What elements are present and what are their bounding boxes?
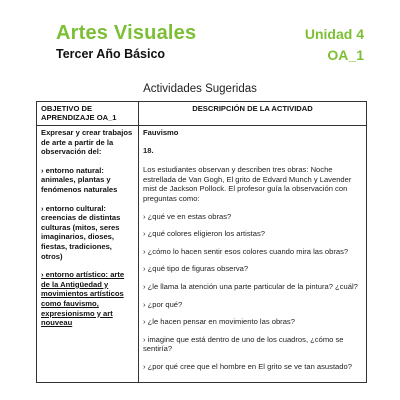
description-column-header: DESCRIPCIÓN DE LA ACTIVIDAD xyxy=(139,102,367,126)
objective-column-header: OBJETIVO DE APRENDIZAJE OA_1 xyxy=(37,102,139,126)
activity-description: Los estudiantes observan y describen tres obras: Noche estrellada de Van Gogh, El grito de Edvard Munch y Lavender mist de Jackson Pollock. El profesor guía la observación con preguntas como: xyxy=(143,165,352,203)
activity-cell xyxy=(139,126,367,383)
activity-question: › ¿por qué? xyxy=(143,299,183,309)
activity-number: 18. xyxy=(143,145,154,155)
activity-question: › imagine que está dentro de uno de los cuadros, ¿cómo se sentiría? xyxy=(143,334,344,354)
unit-label: Unidad 4 xyxy=(304,26,364,42)
activity-question: › ¿le hacen pensar en movimiento las obras? xyxy=(143,317,295,327)
table-header-row xyxy=(37,102,367,126)
objective-item-natural: › entorno natural: animales, plantas y fenómenos naturales xyxy=(41,165,118,194)
objective-cell xyxy=(37,126,139,383)
activity-question: › ¿por qué cree que el hombre en El grito se ve tan asustado? xyxy=(143,361,352,371)
activity-question: › ¿qué colores eligieron los artistas? xyxy=(143,229,265,239)
objective-item-cultural: › entorno cultural: creencias de distintas culturas (mitos, seres imaginarios, dioses, fiestas, tradiciones, otros) xyxy=(41,203,121,261)
activity-question: › ¿le llama la atención una parte particular de la pintura? ¿cuál? xyxy=(143,281,358,291)
page-header xyxy=(0,0,400,70)
subject-title: Artes Visuales xyxy=(56,22,197,44)
activity-question: › ¿qué ve en estas obras? xyxy=(143,211,232,221)
objective-code: OA_1 xyxy=(327,47,364,63)
activity-question: › ¿qué tipo de figuras observa? xyxy=(143,264,249,274)
activities-table xyxy=(36,101,367,383)
objective-item-artistic: › entorno artístico: arte de la Antigüedad y movimientos artísticos como fauvismo, expresionismo y art nouveau xyxy=(41,270,125,328)
grade-level: Tercer Año Básico xyxy=(56,47,166,61)
activity-heading: Fauvismo xyxy=(143,128,179,137)
table-row xyxy=(37,126,367,383)
objective-intro: Expresar y crear trabajos de arte a partir de la observación del: xyxy=(41,128,133,157)
section-title: Actividades Sugeridas xyxy=(143,83,257,95)
activity-question: › ¿cómo lo hacen sentir esos colores cuando mira las obras? xyxy=(143,246,349,256)
